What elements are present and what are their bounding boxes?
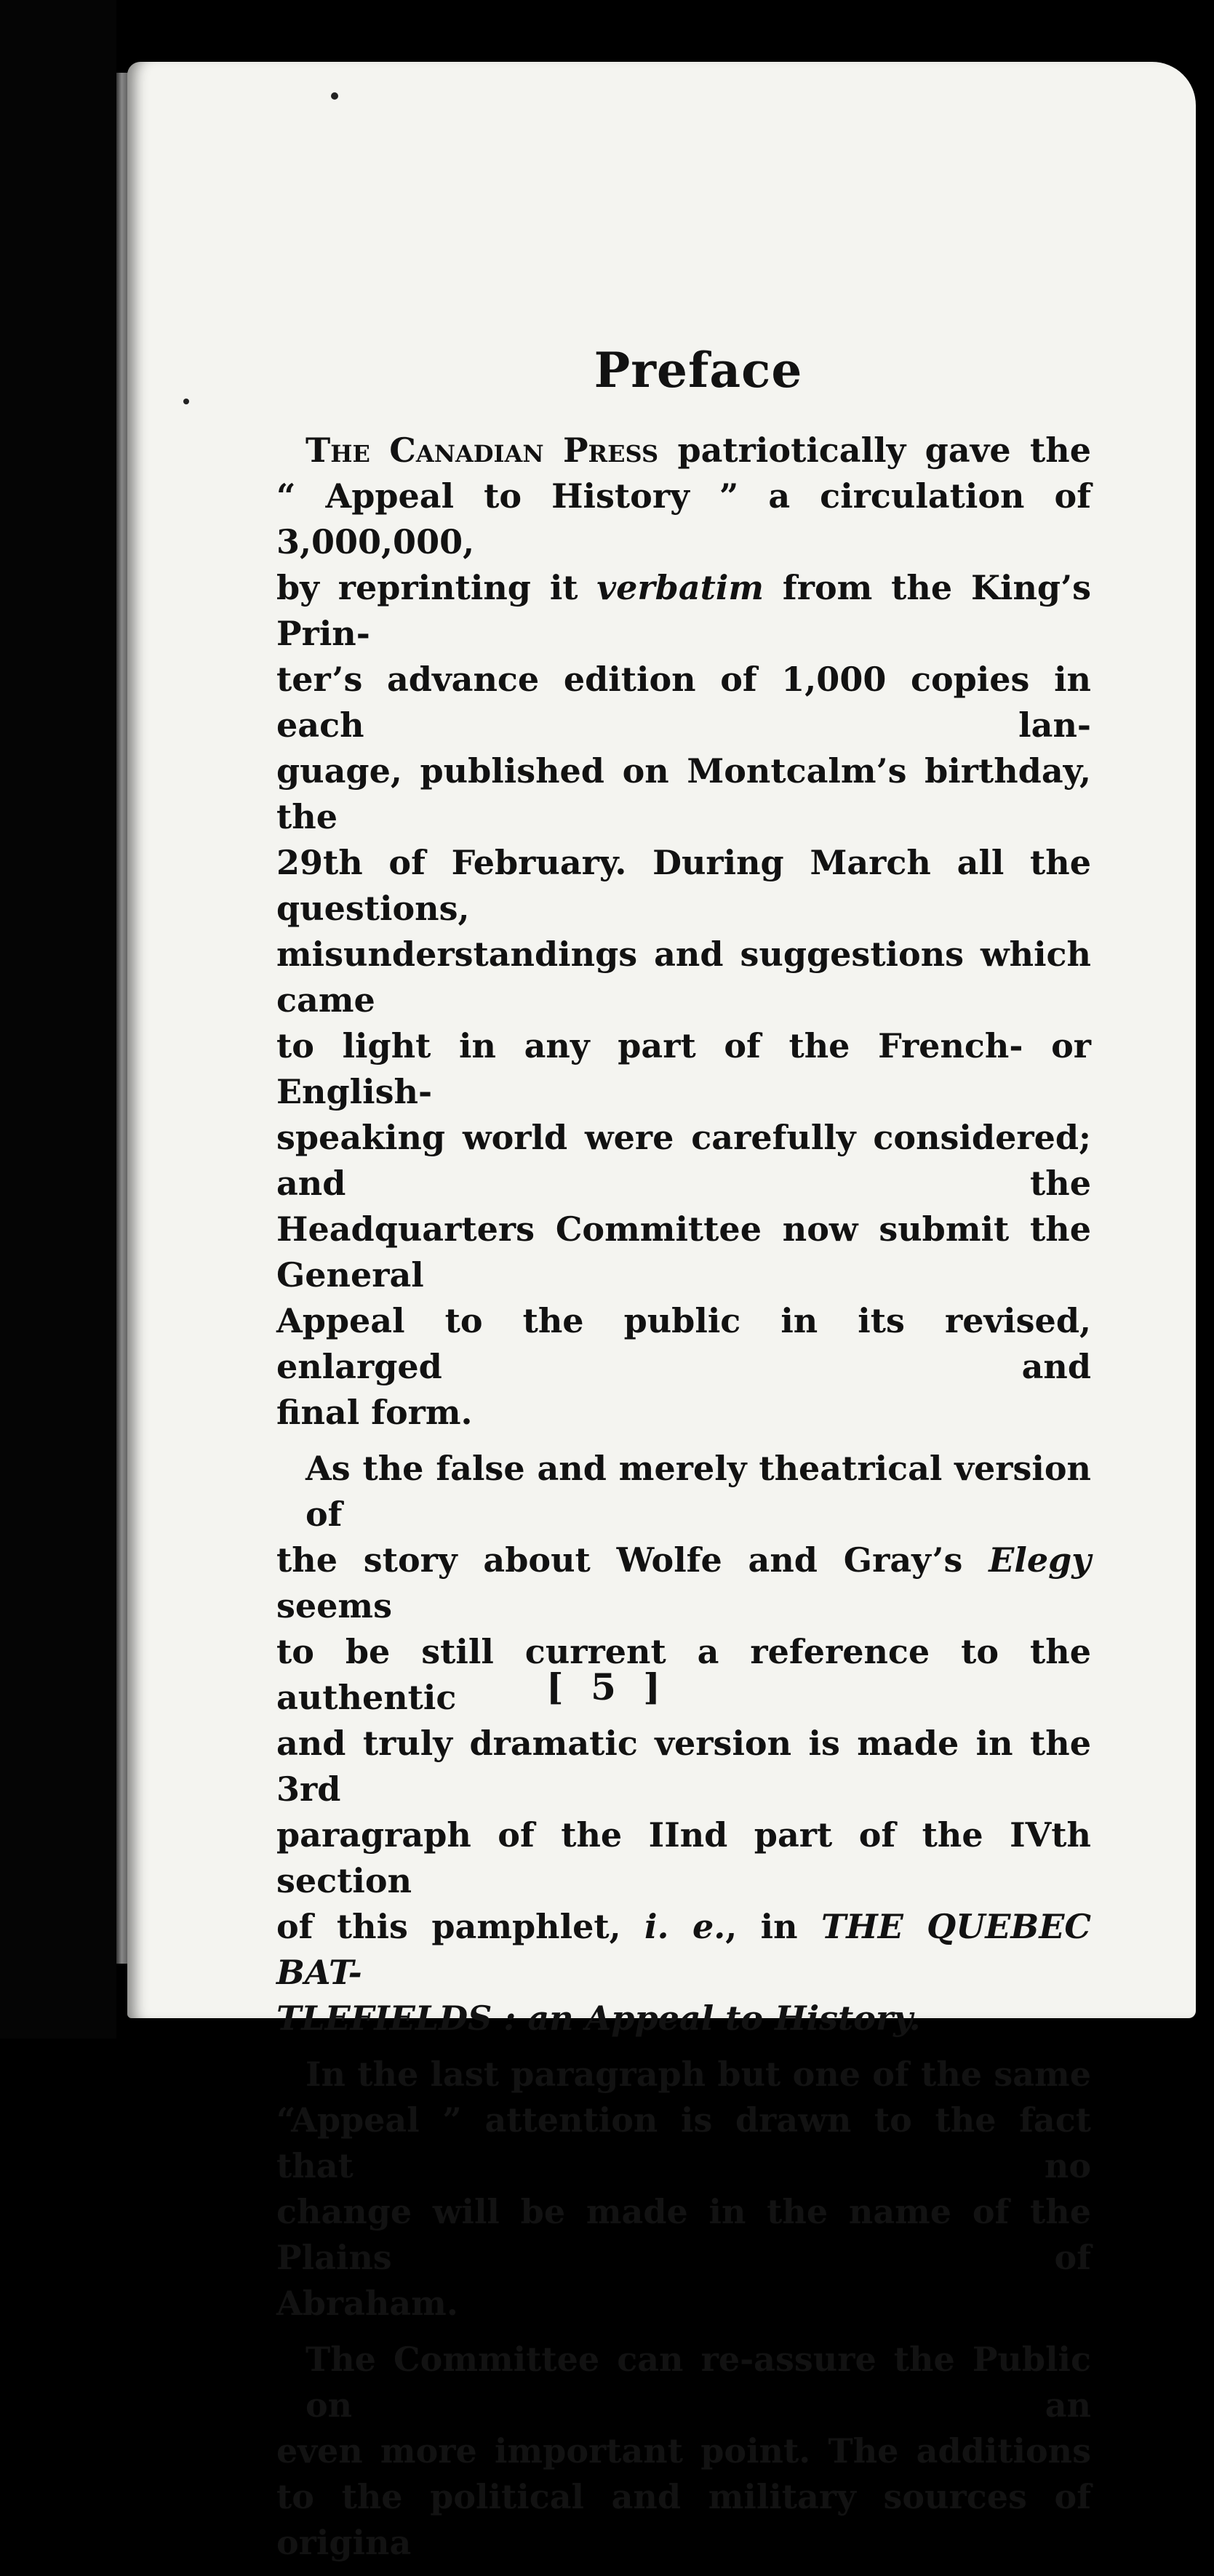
page-number: [ 5 ] [546,1665,668,1708]
text-line [276,1812,1091,1904]
stray-mark [331,92,338,100]
text-line [276,840,1091,932]
text-segment: “ Appeal to History ” a circulation of 3,000,000, [276,476,1091,561]
text-segment: of this pamphlet, [276,1907,645,1946]
text-segment: THE QUEBEC BAT- [276,1907,1091,1992]
body-text [276,428,1091,2566]
text-line [276,2428,1091,2474]
text-segment: , in [725,1907,822,1946]
text-line [276,657,1091,748]
paragraph [276,2052,1091,2327]
text-line [276,2052,1091,2097]
text-line [276,1115,1091,1207]
text-segment: Appeal to the public in its revised, enlarged and [276,1301,1091,1386]
text-segment: the story about Wolfe and Gray’s [276,1540,989,1580]
text-line [276,748,1091,840]
text-segment: seems [276,1586,393,1625]
paragraph [276,428,1091,1436]
text-segment: Elegy [989,1540,1091,1580]
text-line [276,1996,1091,2041]
text-line [276,473,1091,565]
text-segment: even more important point. The additions [276,2431,1091,2471]
text-segment: The Canadian Press [306,431,659,470]
text-line [276,1023,1091,1115]
text-line [276,1390,1091,1436]
text-line [276,1537,1091,1629]
text-line [276,2281,1091,2327]
text-line [276,1446,1091,1537]
text-segment: 29th of February. During March all the questions, [276,843,1091,928]
text-segment: The Committee can re-assure the Public on an [306,2340,1091,2425]
text-line [276,2189,1091,2281]
text-segment: to the political and military sources of origina [276,2477,1091,2562]
page-content [276,342,1091,2576]
text-segment: from the King’s Prin- [276,568,1091,653]
text-line [276,1904,1091,1996]
text-segment: change will be made in the name of the Plains of [276,2192,1091,2277]
text-line [276,2097,1091,2189]
page-title: Preface [594,342,803,399]
text-segment: by reprinting it [276,568,597,607]
text-segment: verbatim [596,568,764,607]
text-segment: In the last paragraph but one of the same [306,2055,1091,2094]
text-line [276,2337,1091,2428]
text-line [276,2474,1091,2566]
text-segment: to be still current a reference to the authentic [276,1632,1091,1717]
text-segment: As the false and merely theatrical version of [306,1449,1091,1534]
text-line [276,428,1091,473]
text-segment: and truly dramatic version is made in the 3rd [276,1724,1091,1809]
text-segment: to light in any part of the French- or English- [276,1026,1091,1111]
text-segment: Abraham. [276,2284,458,2323]
text-segment: misunderstandings and suggestions which came [276,935,1091,1020]
text-segment: Headquarters Committee now submit the General [276,1209,1091,1295]
facing-page-edge [0,0,116,2039]
text-segment: i. e. [644,1907,726,1946]
text-segment: “Appeal ” attention is drawn to the fact that no [276,2100,1091,2185]
text-segment: guage, published on Montcalm’s birthday, the [276,751,1091,836]
text-line [276,932,1091,1023]
text-segment: speaking world were carefully considered; and the [276,1118,1091,1203]
text-segment: ter’s advance edition of 1,000 copies in each lan- [276,660,1091,745]
text-segment: paragraph of the IInd part of the IVth section [276,1815,1091,1900]
stray-mark [183,399,189,404]
text-line [276,1298,1091,1390]
text-line [276,1721,1091,1812]
text-segment: TLEFIELDS : an Appeal to History. [276,1999,921,2038]
paragraph [276,1446,1091,2041]
text-segment: final form. [276,1393,473,1432]
text-line [276,1207,1091,1298]
text-segment: patriotically gave the [658,431,1091,470]
paragraph [276,2337,1091,2566]
text-line [276,565,1091,657]
